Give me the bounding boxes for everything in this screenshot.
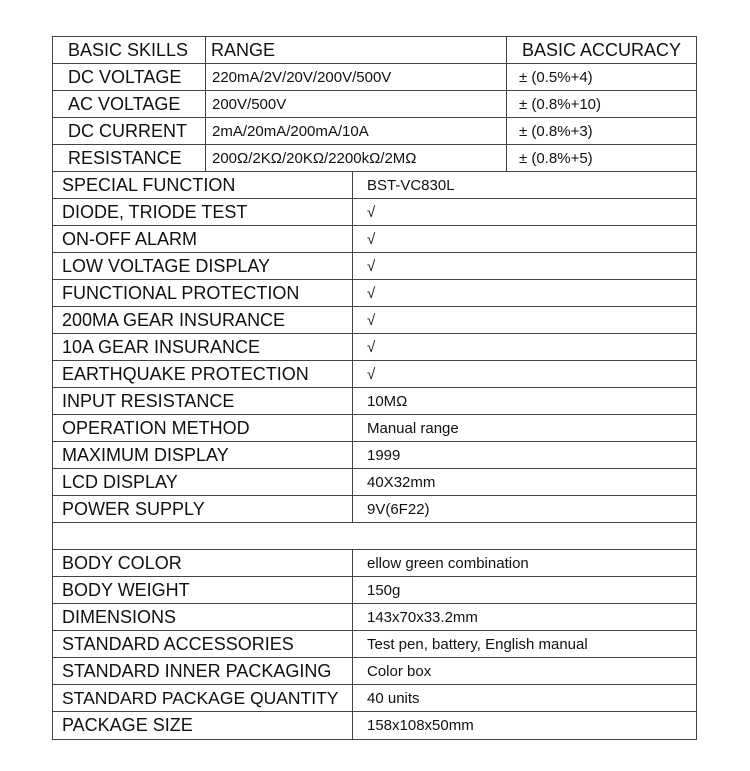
physical-value: 150g	[352, 576, 697, 603]
special-row	[52, 279, 697, 306]
special-label: DIODE, TRIODE TEST	[52, 198, 352, 225]
basic-accuracy-value: ± (0.8%+10)	[506, 90, 697, 117]
spacer-cell	[52, 522, 697, 549]
special-row	[52, 387, 697, 414]
special-label: LCD DISPLAY	[52, 468, 352, 495]
special-label: INPUT RESISTANCE	[52, 387, 352, 414]
special-value: 40X32mm	[352, 468, 697, 495]
special-label: MAXIMUM DISPLAY	[52, 441, 352, 468]
special-value: 1999	[352, 441, 697, 468]
basic-accuracy-value: ± (0.5%+4)	[506, 63, 697, 90]
physical-label: STANDARD PACKAGE QUANTITY	[52, 684, 352, 711]
check-mark-icon: √	[352, 252, 697, 279]
physical-row	[52, 630, 697, 657]
physical-value: ellow green combination	[352, 549, 697, 576]
special-row	[52, 225, 697, 252]
check-mark-icon: √	[352, 225, 697, 252]
basic-accuracy-value: ± (0.8%+3)	[506, 117, 697, 144]
physical-row	[52, 684, 697, 711]
basic-skill-label: DC CURRENT	[52, 117, 205, 144]
table-bottom-border	[52, 739, 697, 740]
special-row	[52, 495, 697, 522]
check-mark-icon: √	[352, 333, 697, 360]
special-row	[52, 441, 697, 468]
special-row	[52, 252, 697, 279]
physical-row	[52, 549, 697, 576]
basic-row	[52, 117, 697, 144]
check-mark-icon: √	[352, 306, 697, 333]
check-mark-icon: √	[352, 360, 697, 387]
special-header-row	[52, 171, 697, 198]
basic-range-value: 200Ω/2KΩ/20KΩ/2200kΩ/2MΩ	[205, 144, 506, 171]
special-row	[52, 306, 697, 333]
basic-range-value: 200V/500V	[205, 90, 506, 117]
physical-label: STANDARD INNER PACKAGING	[52, 657, 352, 684]
special-label: 200MA GEAR INSURANCE	[52, 306, 352, 333]
physical-value: 143x70x33.2mm	[352, 603, 697, 630]
basic-skill-label: AC VOLTAGE	[52, 90, 205, 117]
model-number: BST-VC830L	[352, 171, 697, 198]
basic-row	[52, 63, 697, 90]
special-label: POWER SUPPLY	[52, 495, 352, 522]
physical-row	[52, 657, 697, 684]
physical-label: DIMENSIONS	[52, 603, 352, 630]
special-row	[52, 468, 697, 495]
special-value: 10MΩ	[352, 387, 697, 414]
physical-value: 158x108x50mm	[352, 711, 697, 739]
basic-range-value: 2mA/20mA/200mA/10A	[205, 117, 506, 144]
basic-header-row	[52, 36, 697, 63]
physical-value: Color box	[352, 657, 697, 684]
special-value: 9V(6F22)	[352, 495, 697, 522]
special-row	[52, 333, 697, 360]
basic-range-value: 220mA/2V/20V/200V/500V	[205, 63, 506, 90]
physical-label: BODY WEIGHT	[52, 576, 352, 603]
physical-row	[52, 603, 697, 630]
special-label: FUNCTIONAL PROTECTION	[52, 279, 352, 306]
physical-label: PACKAGE SIZE	[52, 711, 352, 739]
check-mark-icon: √	[352, 279, 697, 306]
special-row	[52, 198, 697, 225]
header-basic-skills: BASIC SKILLS	[52, 36, 205, 63]
special-label: LOW VOLTAGE DISPLAY	[52, 252, 352, 279]
physical-value: Test pen, battery, English manual	[352, 630, 697, 657]
physical-row	[52, 711, 697, 739]
header-range: RANGE	[205, 36, 506, 63]
basic-accuracy-value: ± (0.8%+5)	[506, 144, 697, 171]
special-label: ON-OFF ALARM	[52, 225, 352, 252]
special-label: OPERATION METHOD	[52, 414, 352, 441]
special-function-label: SPECIAL FUNCTION	[52, 171, 352, 198]
physical-row	[52, 576, 697, 603]
special-label: 10A GEAR INSURANCE	[52, 333, 352, 360]
special-row	[52, 360, 697, 387]
basic-skill-label: DC VOLTAGE	[52, 63, 205, 90]
basic-row	[52, 144, 697, 171]
physical-label: BODY COLOR	[52, 549, 352, 576]
basic-skill-label: RESISTANCE	[52, 144, 205, 171]
check-mark-icon: √	[352, 198, 697, 225]
spacer-row	[52, 522, 697, 549]
special-value: Manual range	[352, 414, 697, 441]
special-label: EARTHQUAKE PROTECTION	[52, 360, 352, 387]
physical-label: STANDARD ACCESSORIES	[52, 630, 352, 657]
basic-row	[52, 90, 697, 117]
header-basic-accuracy: BASIC ACCURACY	[506, 36, 697, 63]
physical-value: 40 units	[352, 684, 697, 711]
special-row	[52, 414, 697, 441]
